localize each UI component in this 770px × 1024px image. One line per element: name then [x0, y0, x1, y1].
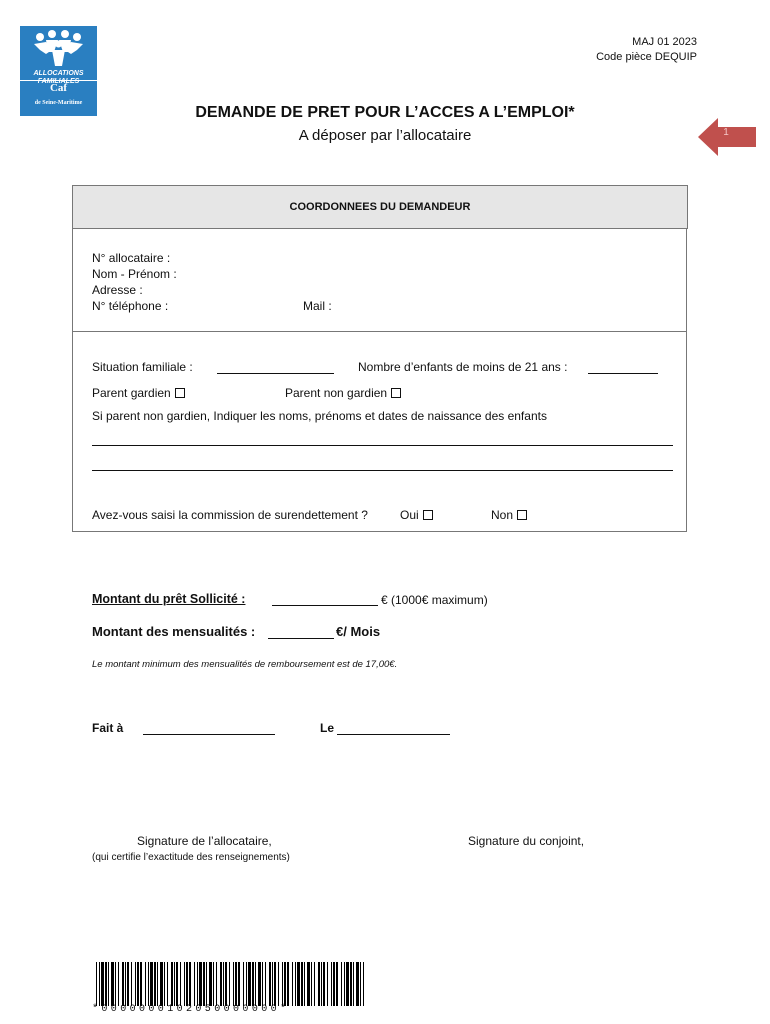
mensualites-note: Le montant minimum des mensualités de remboursement est de 17,00€. — [92, 659, 398, 670]
logo-text-allocations: ALLOCATIONS FAMILIALES — [33, 70, 84, 85]
field-adresse[interactable]: Adresse : — [92, 283, 143, 297]
surendettement-oui[interactable]: Oui — [400, 507, 433, 523]
signature-conjoint-label: Signature du conjoint, — [468, 834, 585, 848]
parent-gardien-option[interactable]: Parent gardien — [92, 385, 185, 401]
barcode-text: *0000000102050000000* — [92, 1004, 290, 1015]
non-gardien-note: Si parent non gardien, Indiquer les noms, prénoms et dates de naissance des enfants — [92, 409, 547, 423]
checkbox-non[interactable] — [517, 510, 527, 520]
field-situation-familiale[interactable]: Situation familiale : — [92, 360, 193, 374]
checkbox-parent-gardien[interactable] — [175, 388, 185, 398]
le-field[interactable] — [337, 734, 450, 735]
maj-date: MAJ 01 2023 — [632, 36, 697, 48]
tab-number: 1 — [723, 127, 729, 138]
checkbox-oui[interactable] — [423, 510, 433, 520]
surendettement-non[interactable]: Non — [491, 507, 527, 523]
situation-underline[interactable] — [217, 373, 334, 374]
enfants-line-2[interactable] — [92, 470, 673, 471]
field-telephone[interactable]: N° téléphone : — [92, 299, 169, 313]
box-divider — [72, 331, 687, 332]
mensualites-label: Montant des mensualités : — [92, 624, 256, 639]
enfants-underline[interactable] — [588, 373, 658, 374]
page-subtitle: A déposer par l’allocataire — [298, 127, 472, 144]
fait-a-label: Fait à — [92, 721, 124, 735]
code-piece: Code pièce DEQUIP — [596, 51, 697, 63]
field-nombre-enfants[interactable]: Nombre d’enfants de moins de 21 ans : — [358, 360, 568, 374]
signature-allocataire-label: Signature de l’allocataire, — [137, 834, 272, 848]
le-label: Le — [320, 721, 335, 735]
caf-logo — [20, 26, 97, 116]
logo-text-caf: Caf — [20, 80, 97, 94]
enfants-line-1[interactable] — [92, 445, 673, 446]
logo-text-region: de Seine-Maritime — [34, 100, 83, 106]
montant-pret-suffix: € (1000€ maximum) — [381, 593, 488, 607]
section-header-coordonnees: COORDONNEES DU DEMANDEUR — [72, 185, 688, 229]
family-logo-icon — [32, 30, 85, 68]
montant-pret-label: Montant du prêt Sollicité : — [92, 592, 246, 606]
field-mail[interactable]: Mail : — [303, 299, 332, 313]
montant-pret-field[interactable] — [272, 605, 378, 606]
field-allocataire[interactable]: N° allocataire : — [92, 251, 171, 265]
checkbox-parent-non-gardien[interactable] — [391, 388, 401, 398]
field-nom-prenom[interactable]: Nom - Prénom : — [92, 267, 177, 281]
signature-allocataire-note: (qui certifie l’exactitude des renseignements) — [92, 852, 290, 863]
parent-non-gardien-option[interactable]: Parent non gardien — [285, 385, 401, 401]
page-title: DEMANDE DE PRET POUR L’ACCES A L’EMPLOI* — [195, 104, 575, 121]
mensualites-suffix: €/ Mois — [336, 624, 381, 639]
meta-block — [596, 35, 697, 65]
barcode — [96, 962, 366, 1006]
fait-a-field[interactable] — [143, 734, 275, 735]
surendettement-question: Avez-vous saisi la commission de surendettement ? — [92, 508, 368, 522]
mensualites-field[interactable] — [268, 638, 334, 639]
